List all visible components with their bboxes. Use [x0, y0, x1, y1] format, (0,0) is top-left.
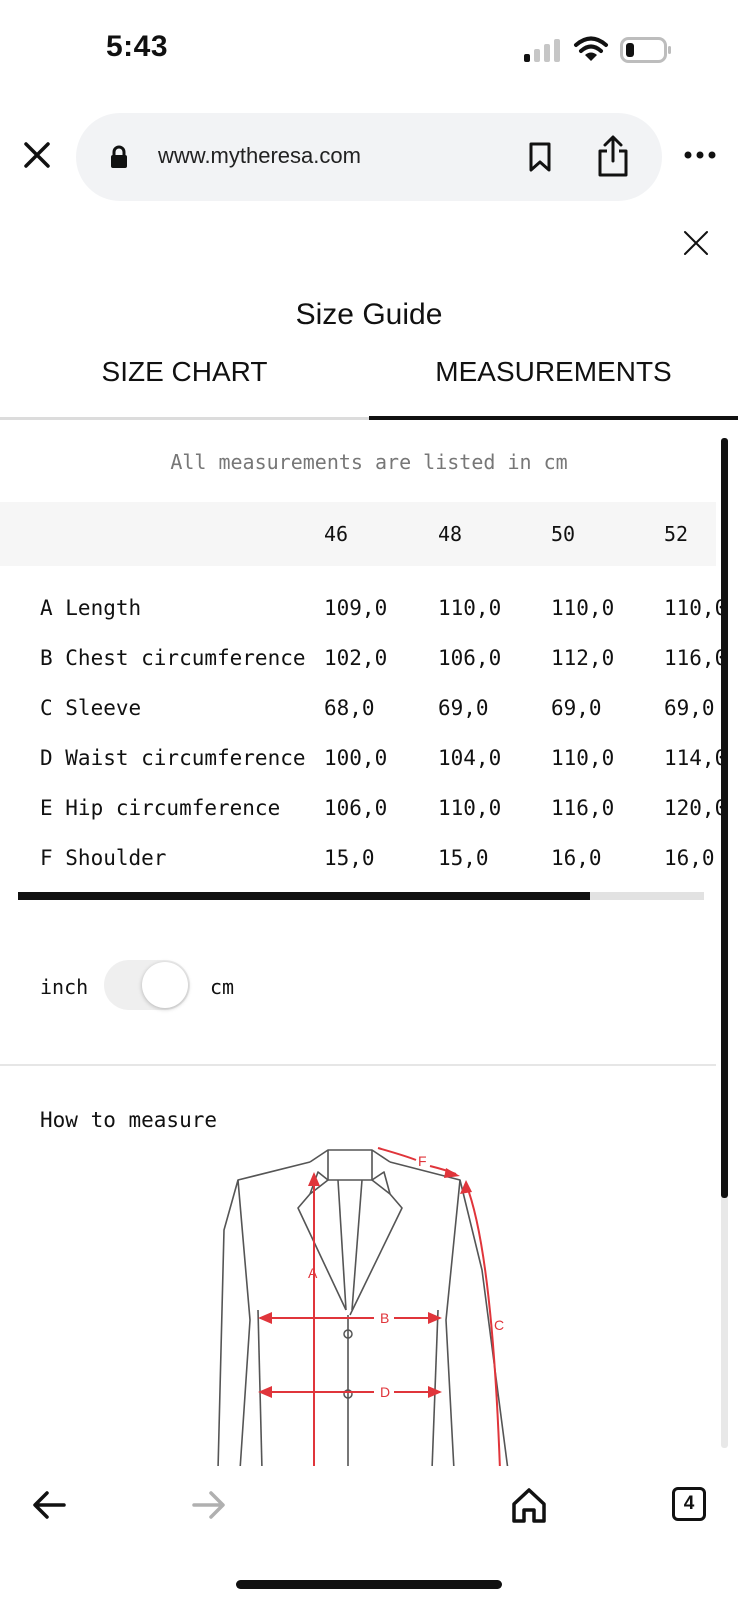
- size-header: 50: [551, 522, 576, 546]
- diagram-label-c: C: [494, 1317, 505, 1333]
- cellular-signal-icon: [524, 38, 564, 62]
- table-cell: 69,0: [438, 696, 489, 720]
- table-cell: 110,0: [438, 796, 502, 820]
- table-cell: 69,0: [664, 696, 715, 720]
- unit-label-cm: cm: [210, 975, 235, 999]
- lock-icon: [110, 145, 128, 169]
- how-to-measure-title: How to measure: [40, 1108, 218, 1132]
- jacket-measurement-diagram: [210, 1150, 540, 1470]
- table-cell: 110,0: [438, 596, 502, 620]
- row-label: E Hip circumference: [40, 796, 281, 820]
- table-cell: 100,0: [324, 746, 388, 770]
- table-cell: 15,0: [438, 846, 489, 870]
- table-cell: 109,0: [324, 596, 388, 620]
- modal-title: Size Guide: [295, 298, 443, 331]
- back-arrow-icon[interactable]: [32, 1490, 66, 1520]
- status-time: 5:43: [106, 30, 169, 63]
- url-text[interactable]: www.mytheresa.com: [158, 143, 361, 168]
- row-label: F Shoulder: [40, 846, 167, 870]
- table-cell: 116,0: [551, 796, 615, 820]
- status-bar: [0, 0, 738, 100]
- more-icon[interactable]: [683, 148, 717, 162]
- size-header: 48: [438, 522, 463, 546]
- table-cell: 15,0: [324, 846, 375, 870]
- battery-icon: [620, 37, 672, 63]
- table-cell: 112,0: [551, 646, 615, 670]
- toggle-knob[interactable]: [142, 962, 188, 1008]
- diagram-label-d: D: [380, 1384, 391, 1400]
- row-label: C Sleeve: [40, 696, 142, 720]
- table-row: [0, 846, 716, 896]
- measurements-table[interactable]: [0, 502, 728, 902]
- share-icon[interactable]: [596, 135, 630, 177]
- table-row: [0, 796, 728, 846]
- table-cell: 106,0: [438, 646, 502, 670]
- table-cell: 102,0: [324, 646, 388, 670]
- size-header: 52: [664, 522, 689, 546]
- diagram-label-f: F: [418, 1153, 427, 1169]
- row-label: A Length: [40, 596, 142, 620]
- diagram-label-b: B: [380, 1310, 390, 1326]
- units-note: All measurements are listed in cm: [170, 450, 568, 474]
- table-cell: 110,0: [664, 596, 728, 620]
- unit-toggle[interactable]: [104, 960, 190, 1010]
- table-cell: 104,0: [438, 746, 502, 770]
- address-bar[interactable]: [76, 113, 662, 201]
- table-cell: 120,0: [664, 796, 728, 820]
- tab-measurements[interactable]: MEASUREMENTS: [369, 356, 738, 420]
- bookmark-icon[interactable]: [528, 142, 552, 172]
- row-label: D Waist circumference: [40, 746, 306, 770]
- table-cell: 106,0: [324, 796, 388, 820]
- home-indicator[interactable]: [236, 1580, 502, 1589]
- close-icon[interactable]: [22, 140, 52, 170]
- table-cell: 110,0: [551, 596, 615, 620]
- unit-label-inch: inch: [40, 975, 89, 999]
- table-header: [0, 502, 716, 566]
- table-cell: 114,0: [664, 746, 728, 770]
- table-row: [0, 696, 716, 746]
- home-icon[interactable]: [510, 1486, 548, 1524]
- table-cell: 116,0: [664, 646, 728, 670]
- horizontal-scrollbar-thumb[interactable]: [18, 892, 590, 900]
- table-cell: 69,0: [551, 696, 602, 720]
- table-row: [0, 596, 728, 646]
- size-header: 46: [324, 522, 349, 546]
- table-row: [0, 746, 728, 796]
- table-cell: 16,0: [664, 846, 715, 870]
- row-label: B Chest circumference: [40, 646, 306, 670]
- tab-size-chart[interactable]: SIZE CHART: [0, 356, 369, 420]
- section-divider: [0, 1064, 716, 1066]
- close-modal-icon[interactable]: [683, 230, 709, 256]
- diagram-label-a: A: [308, 1265, 318, 1281]
- table-cell: 110,0: [551, 746, 615, 770]
- tabs-button[interactable]: 4: [672, 1487, 706, 1521]
- table-cell: 68,0: [324, 696, 375, 720]
- forward-arrow-icon[interactable]: [192, 1490, 226, 1520]
- table-cell: 16,0: [551, 846, 602, 870]
- wifi-icon: [574, 36, 608, 62]
- table-row: [0, 646, 728, 696]
